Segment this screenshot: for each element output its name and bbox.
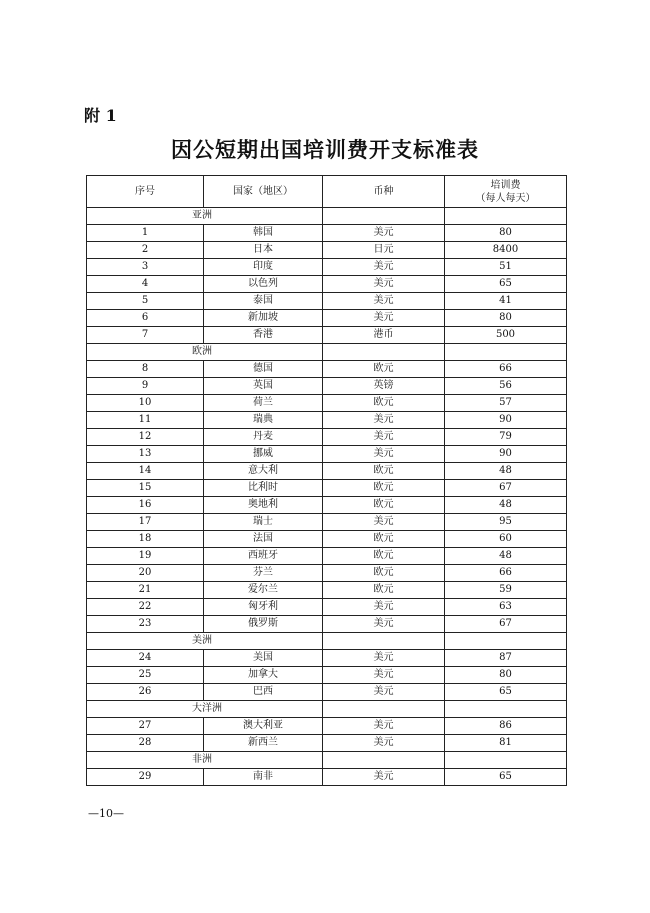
country-cell: 荷兰 bbox=[204, 395, 323, 412]
region-row bbox=[87, 208, 567, 225]
row-number: 23 bbox=[87, 616, 204, 633]
row-number: 1 bbox=[87, 225, 204, 242]
fee-cell: 63 bbox=[445, 599, 567, 616]
country-cell: 芬兰 bbox=[204, 565, 323, 582]
row-number: 11 bbox=[87, 412, 204, 429]
country-cell: 南非 bbox=[204, 769, 323, 786]
country-cell: 美国 bbox=[204, 650, 323, 667]
fee-cell: 65 bbox=[445, 276, 567, 293]
currency-cell: 美元 bbox=[323, 667, 445, 684]
row-number: 22 bbox=[87, 599, 204, 616]
fee-cell: 57 bbox=[445, 395, 567, 412]
fee-cell: 48 bbox=[445, 548, 567, 565]
table-row bbox=[87, 225, 567, 242]
table-row bbox=[87, 667, 567, 684]
currency-cell: 日元 bbox=[323, 242, 445, 259]
region-label: 亚洲 bbox=[87, 208, 323, 225]
currency-cell: 欧元 bbox=[323, 463, 445, 480]
row-number: 10 bbox=[87, 395, 204, 412]
row-number: 27 bbox=[87, 718, 204, 735]
row-number: 21 bbox=[87, 582, 204, 599]
table-row bbox=[87, 429, 567, 446]
fee-cell: 66 bbox=[445, 565, 567, 582]
fee-cell: 80 bbox=[445, 225, 567, 242]
currency-cell: 美元 bbox=[323, 769, 445, 786]
currency-cell: 美元 bbox=[323, 446, 445, 463]
country-cell: 挪威 bbox=[204, 446, 323, 463]
currency-cell: 美元 bbox=[323, 412, 445, 429]
region-row bbox=[87, 344, 567, 361]
fee-cell: 79 bbox=[445, 429, 567, 446]
row-number: 7 bbox=[87, 327, 204, 344]
fee-cell: 41 bbox=[445, 293, 567, 310]
fee-cell: 56 bbox=[445, 378, 567, 395]
currency-cell: 美元 bbox=[323, 616, 445, 633]
country-cell: 意大利 bbox=[204, 463, 323, 480]
header-fee-label: 培训费 bbox=[490, 179, 521, 191]
header-fee-unit: （每人每天） bbox=[475, 192, 536, 204]
table-row bbox=[87, 650, 567, 667]
country-cell: 日本 bbox=[204, 242, 323, 259]
country-cell: 印度 bbox=[204, 259, 323, 276]
row-number: 6 bbox=[87, 310, 204, 327]
empty-cell bbox=[323, 344, 445, 361]
currency-cell: 欧元 bbox=[323, 565, 445, 582]
table-row bbox=[87, 531, 567, 548]
empty-cell bbox=[323, 208, 445, 225]
row-number: 25 bbox=[87, 667, 204, 684]
currency-cell: 美元 bbox=[323, 718, 445, 735]
fee-cell: 65 bbox=[445, 684, 567, 701]
row-number: 19 bbox=[87, 548, 204, 565]
row-number: 4 bbox=[87, 276, 204, 293]
row-number: 15 bbox=[87, 480, 204, 497]
empty-cell bbox=[445, 208, 567, 225]
country-cell: 比利时 bbox=[204, 480, 323, 497]
table-row bbox=[87, 412, 567, 429]
row-number: 18 bbox=[87, 531, 204, 548]
fee-cell: 80 bbox=[445, 667, 567, 684]
row-number: 13 bbox=[87, 446, 204, 463]
currency-cell: 欧元 bbox=[323, 582, 445, 599]
fee-cell: 500 bbox=[445, 327, 567, 344]
page-number: —10— bbox=[88, 807, 124, 820]
row-number: 9 bbox=[87, 378, 204, 395]
country-cell: 泰国 bbox=[204, 293, 323, 310]
country-cell: 韩国 bbox=[204, 225, 323, 242]
table-row bbox=[87, 497, 567, 514]
table-row bbox=[87, 242, 567, 259]
empty-cell bbox=[445, 752, 567, 769]
country-cell: 加拿大 bbox=[204, 667, 323, 684]
currency-cell: 美元 bbox=[323, 514, 445, 531]
currency-cell: 美元 bbox=[323, 310, 445, 327]
currency-cell: 美元 bbox=[323, 599, 445, 616]
region-label: 非洲 bbox=[87, 752, 323, 769]
country-cell: 瑞士 bbox=[204, 514, 323, 531]
fee-cell: 90 bbox=[445, 412, 567, 429]
row-number: 16 bbox=[87, 497, 204, 514]
table-row bbox=[87, 565, 567, 582]
country-cell: 巴西 bbox=[204, 684, 323, 701]
table-row bbox=[87, 463, 567, 480]
currency-cell: 美元 bbox=[323, 276, 445, 293]
table-row bbox=[87, 735, 567, 752]
row-number: 26 bbox=[87, 684, 204, 701]
country-cell: 新加坡 bbox=[204, 310, 323, 327]
country-cell: 德国 bbox=[204, 361, 323, 378]
currency-cell: 欧元 bbox=[323, 395, 445, 412]
empty-cell bbox=[445, 701, 567, 718]
table-row bbox=[87, 582, 567, 599]
country-cell: 西班牙 bbox=[204, 548, 323, 565]
fee-cell: 80 bbox=[445, 310, 567, 327]
country-cell: 香港 bbox=[204, 327, 323, 344]
header-no: 序号 bbox=[87, 176, 204, 208]
region-row bbox=[87, 701, 567, 718]
currency-cell: 美元 bbox=[323, 293, 445, 310]
fee-cell: 51 bbox=[445, 259, 567, 276]
table-row bbox=[87, 514, 567, 531]
table-row bbox=[87, 480, 567, 497]
fee-cell: 65 bbox=[445, 769, 567, 786]
country-cell: 澳大利亚 bbox=[204, 718, 323, 735]
fee-cell: 59 bbox=[445, 582, 567, 599]
header-country: 国家（地区） bbox=[204, 176, 323, 208]
attachment-label: 附 1 bbox=[84, 106, 117, 125]
country-cell: 匈牙利 bbox=[204, 599, 323, 616]
table-row bbox=[87, 293, 567, 310]
row-number: 29 bbox=[87, 769, 204, 786]
table-row bbox=[87, 446, 567, 463]
row-number: 24 bbox=[87, 650, 204, 667]
table-row bbox=[87, 616, 567, 633]
row-number: 14 bbox=[87, 463, 204, 480]
row-number: 12 bbox=[87, 429, 204, 446]
currency-cell: 美元 bbox=[323, 259, 445, 276]
table-row bbox=[87, 769, 567, 786]
currency-cell: 欧元 bbox=[323, 531, 445, 548]
fee-cell: 48 bbox=[445, 463, 567, 480]
table-row bbox=[87, 599, 567, 616]
table-row bbox=[87, 548, 567, 565]
country-cell: 瑞典 bbox=[204, 412, 323, 429]
table-row bbox=[87, 276, 567, 293]
fee-cell: 90 bbox=[445, 446, 567, 463]
row-number: 28 bbox=[87, 735, 204, 752]
currency-cell: 欧元 bbox=[323, 497, 445, 514]
region-label: 欧洲 bbox=[87, 344, 323, 361]
training-fee-table bbox=[86, 175, 567, 786]
fee-cell: 86 bbox=[445, 718, 567, 735]
empty-cell bbox=[445, 633, 567, 650]
fee-cell: 66 bbox=[445, 361, 567, 378]
fee-cell: 67 bbox=[445, 480, 567, 497]
header-fee bbox=[445, 176, 567, 208]
region-row bbox=[87, 752, 567, 769]
country-cell: 以色列 bbox=[204, 276, 323, 293]
fee-cell: 60 bbox=[445, 531, 567, 548]
currency-cell: 欧元 bbox=[323, 361, 445, 378]
row-number: 5 bbox=[87, 293, 204, 310]
currency-cell: 美元 bbox=[323, 429, 445, 446]
country-cell: 爱尔兰 bbox=[204, 582, 323, 599]
table-row bbox=[87, 327, 567, 344]
country-cell: 丹麦 bbox=[204, 429, 323, 446]
currency-cell: 美元 bbox=[323, 225, 445, 242]
country-cell: 俄罗斯 bbox=[204, 616, 323, 633]
country-cell: 新西兰 bbox=[204, 735, 323, 752]
empty-cell bbox=[323, 701, 445, 718]
fee-cell: 8400 bbox=[445, 242, 567, 259]
table-row bbox=[87, 361, 567, 378]
region-label: 美洲 bbox=[87, 633, 323, 650]
table-row bbox=[87, 310, 567, 327]
region-row bbox=[87, 633, 567, 650]
empty-cell bbox=[445, 344, 567, 361]
currency-cell: 欧元 bbox=[323, 548, 445, 565]
country-cell: 奥地利 bbox=[204, 497, 323, 514]
row-number: 20 bbox=[87, 565, 204, 582]
fee-cell: 67 bbox=[445, 616, 567, 633]
table-row bbox=[87, 684, 567, 701]
country-cell: 英国 bbox=[204, 378, 323, 395]
currency-cell: 美元 bbox=[323, 735, 445, 752]
region-label: 大洋洲 bbox=[87, 701, 323, 718]
empty-cell bbox=[323, 752, 445, 769]
country-cell: 法国 bbox=[204, 531, 323, 548]
row-number: 2 bbox=[87, 242, 204, 259]
fee-cell: 95 bbox=[445, 514, 567, 531]
page-title: 因公短期出国培训费开支标准表 bbox=[171, 137, 479, 162]
row-number: 3 bbox=[87, 259, 204, 276]
row-number: 8 bbox=[87, 361, 204, 378]
currency-cell: 欧元 bbox=[323, 480, 445, 497]
header-currency: 币种 bbox=[323, 176, 445, 208]
table-row bbox=[87, 259, 567, 276]
table-row bbox=[87, 395, 567, 412]
fee-cell: 87 bbox=[445, 650, 567, 667]
table-row bbox=[87, 718, 567, 735]
table-header-row bbox=[87, 176, 567, 208]
empty-cell bbox=[323, 633, 445, 650]
currency-cell: 港币 bbox=[323, 327, 445, 344]
currency-cell: 英镑 bbox=[323, 378, 445, 395]
row-number: 17 bbox=[87, 514, 204, 531]
fee-cell: 48 bbox=[445, 497, 567, 514]
table-row bbox=[87, 378, 567, 395]
currency-cell: 美元 bbox=[323, 650, 445, 667]
fee-cell: 81 bbox=[445, 735, 567, 752]
currency-cell: 美元 bbox=[323, 684, 445, 701]
